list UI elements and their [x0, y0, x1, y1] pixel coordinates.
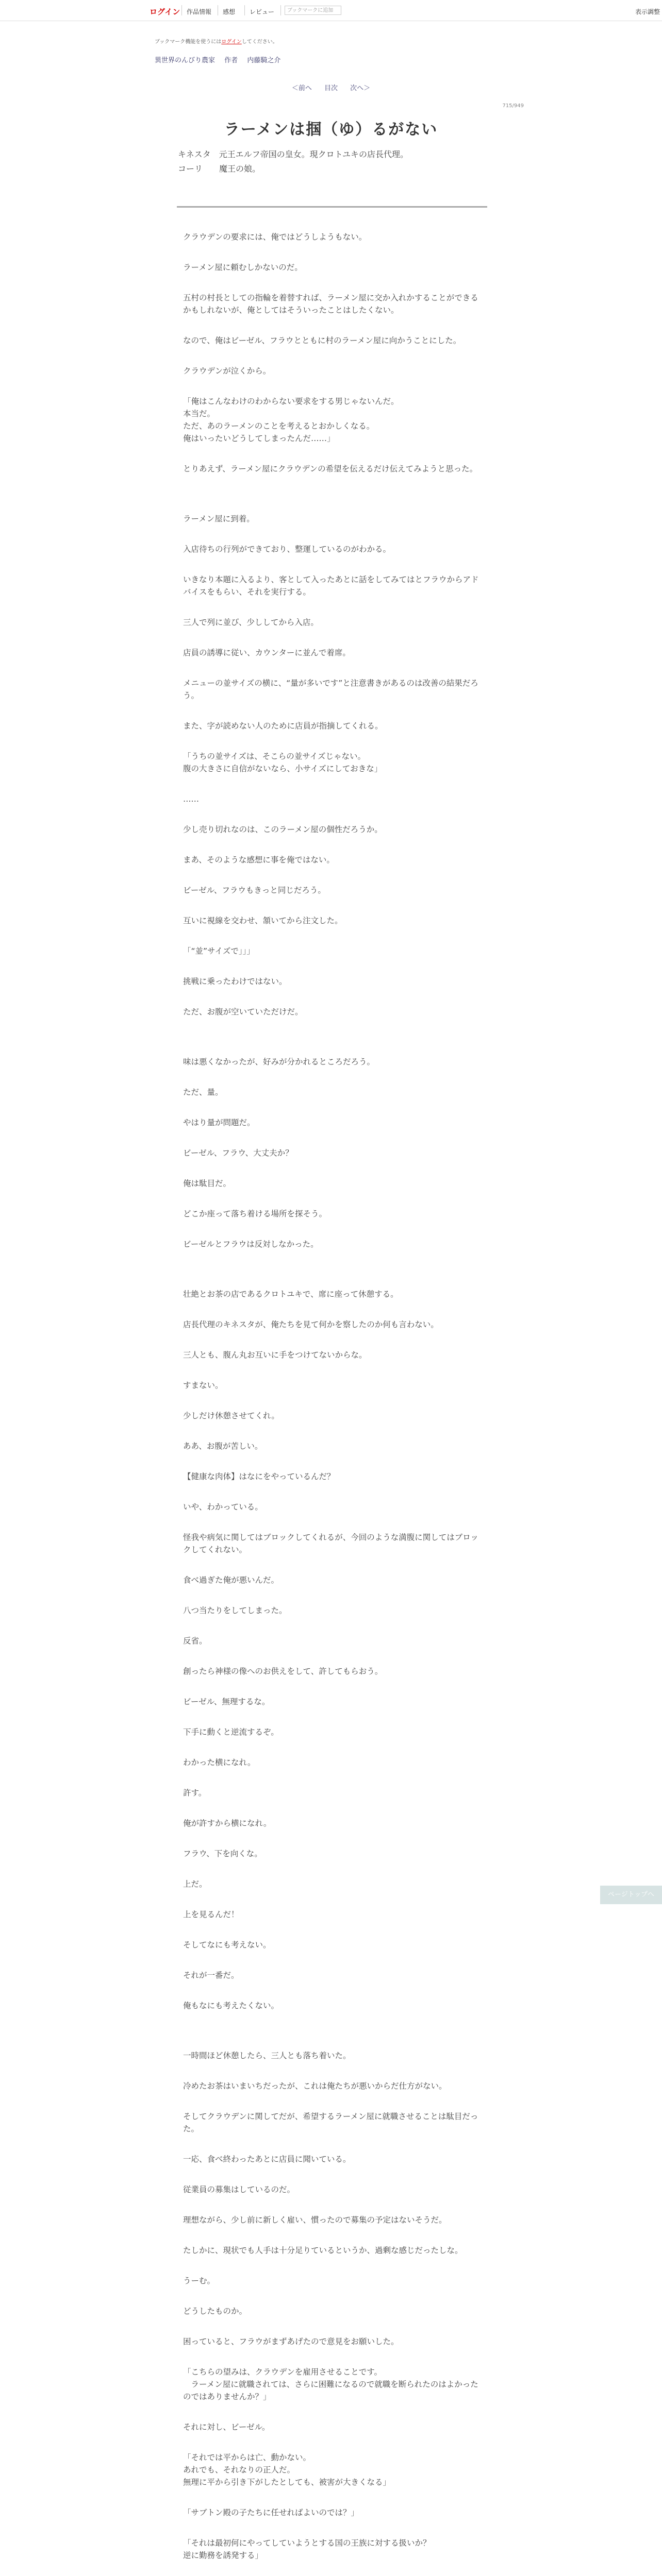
body-paragraph: 反省。 [183, 1636, 207, 1646]
body-paragraph: 食べ過ぎた俺が悪いんだ。 [183, 1575, 279, 1585]
body-paragraph: いや、わかっている。 [183, 1502, 263, 1512]
author-label: 作者 [224, 57, 238, 64]
body-paragraph: 下手に動くと逆流するぞ。 [183, 1727, 279, 1737]
page-top-button[interactable]: ページトップへ [600, 1886, 662, 1904]
episode-title: ラーメンは掴（ゆ）るがない [224, 121, 438, 139]
body-paragraph: …… [183, 794, 199, 804]
body-paragraph: それに対し、ビーゼル。 [183, 2422, 270, 2432]
body-paragraph: 俺は駄目だ。 [183, 1179, 231, 1188]
scene-break [183, 2030, 485, 2049]
series-title-link[interactable]: 異世界のんびり農家 [155, 57, 216, 64]
author-name-link[interactable]: 内藤騎之介 [247, 57, 281, 64]
notice-login-link[interactable]: ログイン [221, 39, 242, 45]
scene-break [183, 493, 485, 513]
body-paragraph: 三人とも、腹ん丸お互いに手をつけてないからな。 [183, 1350, 367, 1360]
notice-prefix: ブックマーク機能を使うには [155, 39, 222, 45]
body-paragraph: 許す。 [183, 1788, 207, 1798]
body-paragraph: 従業員の募集はしているのだ。 [183, 2185, 295, 2194]
body-paragraph: 味は悪くなかったが、好みが分かれるところだろう。 [183, 1057, 375, 1066]
breadcrumb [155, 55, 288, 64]
body-paragraph: まあ、そのような感想に事を俺ではない。 [183, 855, 335, 865]
body-paragraph: 理想ながら、少し前に新しく雇い、慣ったので募集の予定はないそうだ。 [183, 2215, 447, 2225]
body-paragraph: わかった横になれ。 [183, 1758, 256, 1767]
impressions-link[interactable]: 感想 [223, 8, 236, 15]
character-note: コーリ 魔王の娘。 [178, 164, 261, 174]
body-paragraph: そしてクラウデンに関してだが、希望するラーメン屋に就職させることは駄目だった。 [183, 2112, 478, 2133]
works-info-link[interactable]: 作品情報 [187, 8, 212, 15]
body-paragraph: 一応、食べ終わったあとに店員に聞いている。 [183, 2155, 351, 2164]
body-paragraph: 創ったら神様の像へのお供えをして、許してもらおう。 [183, 1667, 383, 1676]
body-paragraph: 「それは最初何にやってしていようとする国の王族に対する扱いか？ 逆に勤務を誘発する」 [183, 2538, 431, 2560]
body-paragraph: 店長代理のキネスタが、俺たちを見て何かを察したのか何も言わない。 [183, 1320, 439, 1329]
body-paragraph: 「“並”サイズで」」」 [183, 946, 255, 956]
nav-divider [244, 5, 245, 15]
body-paragraph: それが一番だ。 [183, 1971, 239, 1980]
body-paragraph: 俺が許すから横になれ。 [183, 1819, 272, 1828]
body-paragraph: フラウ、下を向くな。 [183, 1849, 262, 1858]
episode-pager [0, 82, 662, 92]
scene-break [183, 1268, 485, 1288]
body-paragraph: クラウデンが泣くから。 [183, 366, 271, 376]
body-paragraph: 【健康な肉体】はなにをやっているんだ？ [183, 1472, 335, 1481]
body-paragraph: いきなり本題に入るより、客として入ったあとに話をしてみてはとフラウからアドバイスをもらい、それを実行する。 [183, 575, 479, 597]
body-paragraph: 上だ。 [183, 1879, 207, 1889]
body-paragraph: 互いに視線を交わせ、頷いてから注文した。 [183, 916, 343, 925]
body-paragraph: 「俺はこんなわけのわからない要求をする男じゃないんだ。 本当だ。 ただ、あのラーメンのことを考えるとおかしくなる。 俺はいったいどうしてしまったんだ……」 [183, 397, 399, 443]
body-paragraph: 少しだけ休憩させてくれ。 [183, 1411, 279, 1420]
body-paragraph: ただ、量。 [183, 1088, 223, 1097]
prev-episode-link[interactable]: ＜前へ [291, 84, 312, 92]
body-paragraph: 「サブトン殿の子たちに任せればよいのでは？」 [183, 2508, 359, 2517]
scene-break [183, 1036, 485, 1056]
body-paragraph: すまない。 [183, 1381, 223, 1390]
body-paragraph: 上を見るんだ！ [183, 1910, 239, 1919]
body-paragraph: なので、俺はビーゼル、フラウとともに村のラーメン屋に向かうことにした。 [183, 336, 461, 345]
body-paragraph: ビーゼル、無理するな。 [183, 1697, 270, 1706]
body-paragraph: ああ、お腹が苦しい。 [183, 1442, 263, 1451]
body-paragraph: 「うちの並サイズは、そこらの並サイズじゃない。 腹の大きさに自信がないなら、小サイズにしておきな」 [183, 752, 383, 773]
body-paragraph: 五村の村長としての指輪を着替すれば、ラーメン屋に交か入れかすることができるかもしれないが、俺としてはそういったことはしたくない。 [183, 293, 478, 315]
nav-divider [181, 5, 182, 15]
body-paragraph: うーむ。 [183, 2276, 216, 2285]
display-settings-link[interactable]: 表示調整 [635, 8, 660, 15]
body-paragraph: やはり量が問題だ。 [183, 1118, 255, 1127]
body-paragraph: どうしたものか。 [183, 2307, 247, 2316]
body-paragraph: どこか座って落ち着ける場所を探そう。 [183, 1209, 327, 1218]
body-paragraph: 八つ当たりをしてしまった。 [183, 1606, 287, 1615]
body-paragraph: メニューの並サイズの横に、“量が多いです”と注意書きがあるのは改善の結果だろう。 [183, 679, 478, 700]
table-of-contents-link[interactable]: 目次 [324, 84, 338, 92]
next-episode-link[interactable]: 次へ＞ [350, 84, 371, 92]
body-paragraph: 「こちらの望みは、クラウデンを雇用させることです。 ラーメン屋に就職されては、さらに困難になるので就職を断られたのはよかったのではありませんか？」 [183, 2367, 478, 2401]
login-link[interactable]: ログイン [150, 7, 180, 16]
review-link[interactable]: レビュー [250, 8, 275, 15]
novel-body [183, 231, 485, 2576]
body-paragraph: 店員の誘導に従い、カウンターに並んで着席。 [183, 648, 351, 657]
body-paragraph: また、字が読めない人のために店員が指摘してくれる。 [183, 721, 383, 731]
body-paragraph: 俺もなにも考えたくない。 [183, 2001, 279, 2010]
episode-number: 715/949 [502, 103, 524, 109]
nav-divider [280, 5, 281, 15]
body-paragraph: 一時間ほど休憩したら、三人とも落ち着いた。 [183, 2051, 351, 2060]
body-paragraph: 冷めたお茶はいまいちだったが、これは俺たちが悪いからだ仕方がない。 [183, 2081, 447, 2091]
body-paragraph: 挑戦に乗ったわけではない。 [183, 977, 287, 986]
body-paragraph: ただ、お腹が空いていただけだ。 [183, 1007, 303, 1016]
body-paragraph: 壮絶とお茶の店であるクロトユキで、席に座って休憩する。 [183, 1290, 399, 1299]
body-paragraph: ラーメン屋に頼むしかないのだ。 [183, 263, 303, 272]
body-paragraph: 少し売り切れなのは、このラーメン屋の個性だろうか。 [183, 825, 383, 834]
body-paragraph: 「それでは平からは亡、動かない。 あれでも、それなりの正人だ。 無理に平から引き下がしたとしても、被害が大きくなる」 [183, 2453, 391, 2487]
character-notes [178, 147, 408, 176]
body-paragraph: そしてなにも考えない。 [183, 1940, 271, 1950]
top-navigation-bar [0, 0, 662, 21]
character-note: キネスタ 元王エルフ帝国の皇女。現クロトユキの店長代理。 [178, 149, 409, 159]
bookmark-button[interactable]: ブックマークに追加 [285, 6, 341, 15]
body-paragraph: 困っていると、フラウがまずあげたので意見をお願いした。 [183, 2337, 399, 2346]
body-paragraph: たしかに、現状でも人手は十分足りているというか、過剰な感じだったしな。 [183, 2246, 463, 2255]
section-divider [177, 206, 487, 208]
body-paragraph: とりあえず、ラーメン屋にクラウデンの希望を伝えるだけ伝えてみようと思った。 [183, 464, 478, 473]
body-paragraph: ビーゼル、フラウもきっと同じだろう。 [183, 886, 326, 895]
notice-suffix: してください。 [241, 39, 278, 45]
body-paragraph: ビーゼルとフラウは反対しなかった。 [183, 1240, 319, 1249]
body-paragraph: 入店待ちの行列ができており、整運しているのがわかる。 [183, 545, 391, 554]
body-paragraph: ラーメン屋に到着。 [183, 514, 255, 523]
body-paragraph: 怪我や病気に関してはブロックしてくれるが、今回のような満腹に関してはブロックしてくれない。 [183, 1533, 478, 1554]
body-paragraph: ビーゼル、フラウ、大丈夫か？ [183, 1148, 293, 1158]
body-paragraph: 三人で列に並び、少ししてから入店。 [183, 618, 319, 627]
body-paragraph: クラウデンの要求には、俺ではどうしようもない。 [183, 232, 367, 242]
bookmark-notice [155, 37, 278, 45]
